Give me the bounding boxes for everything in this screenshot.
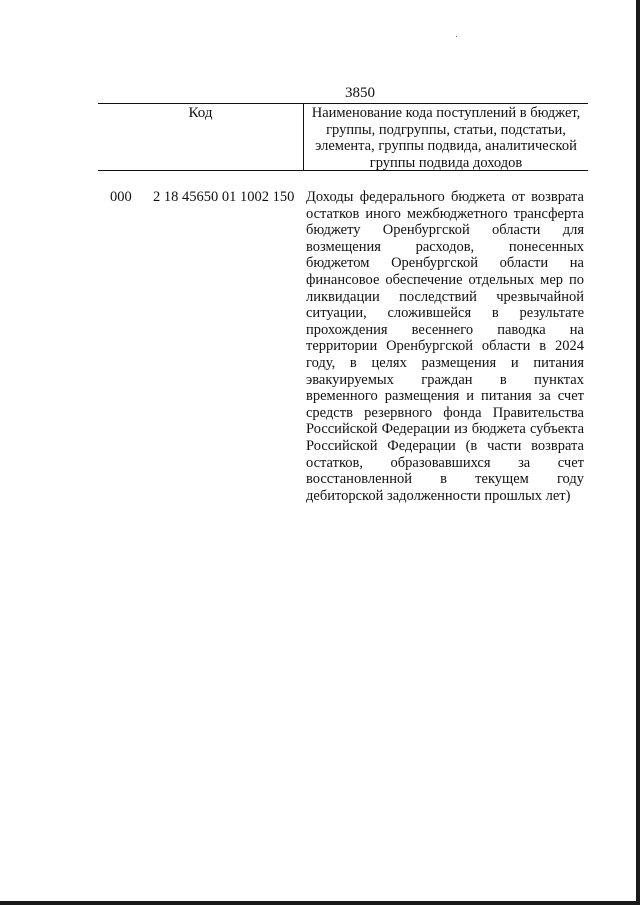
scan-edge-bottom <box>0 901 640 905</box>
header-name-column: Наименование кода поступлений в бюджет, группы, подгруппы, статьи, подстатьи, элемента, группы подвида, аналитической группы подвида доходов <box>311 105 581 171</box>
table-header <box>98 103 588 171</box>
scan-edge-right <box>636 0 640 905</box>
row-revenue-code: 2 18 45650 01 1002 150 <box>153 189 295 205</box>
header-code-column: Код <box>98 104 304 170</box>
scan-speck <box>456 36 457 37</box>
row-description: Доходы федерального бюджета от возврата остатков иного межбюджетного трансферта бюджету Оренбургской области для возмещения расходов, понесенных бюджетом Оренбургской области на финансовое обеспечение отдельных мер по ликвидации последствий чрезвычайной ситуации, сложившейся в результате прохождения весеннего паводка на территории Оренбургской области в 2024 году, в целях размещения и питания эвакуируемых граждан в пунктах временного размещения и питания за счет средств резервного фонда Правительства Российской Федерации из бюджета субъекта Российской Федерации (в части возврата остатков, образовавшихся за счет восстановленной в текущем году дебиторской задолженности прошлых лет) <box>306 189 584 504</box>
page-number: 3850 <box>345 85 375 101</box>
row-admin-code: 000 <box>110 189 132 205</box>
